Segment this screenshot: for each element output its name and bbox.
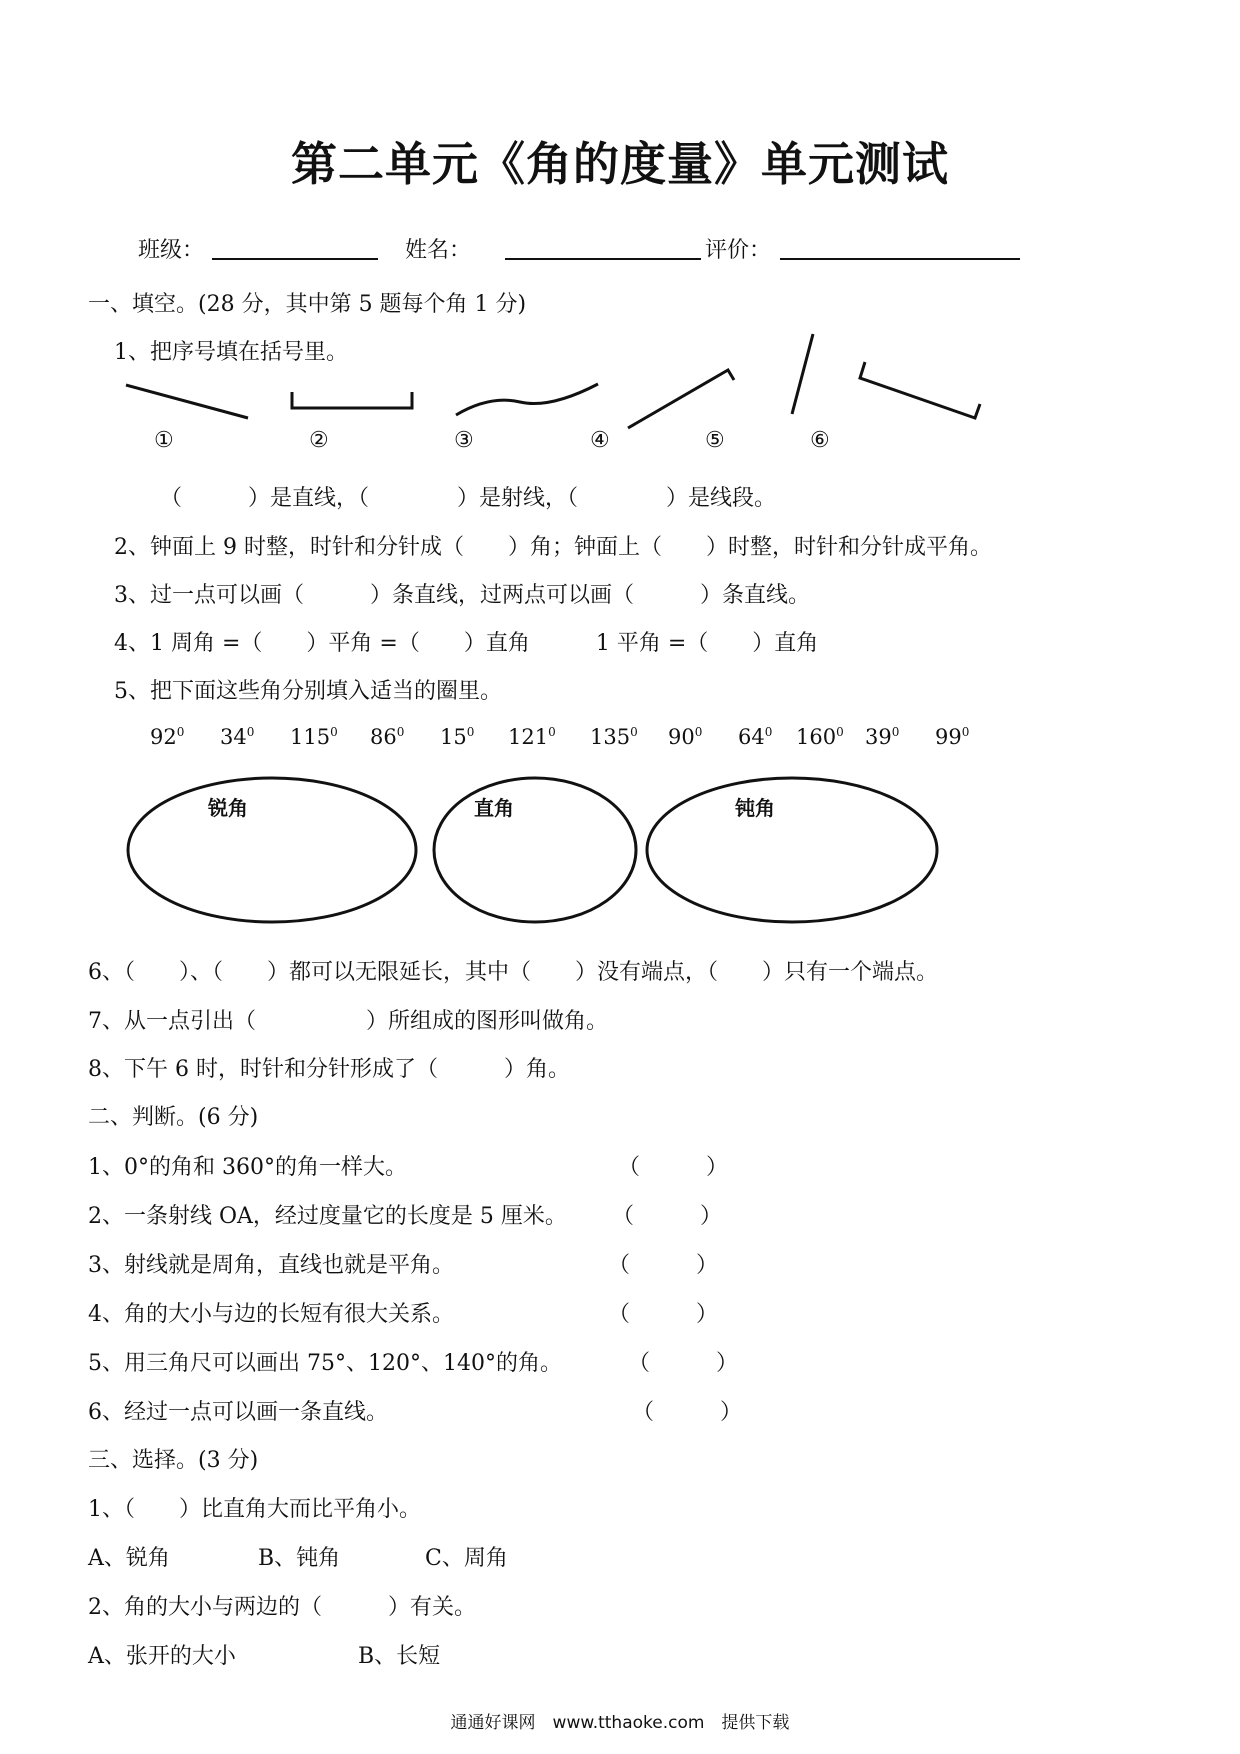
q3: 3、过一点可以画（ ）条直线，过两点可以画（ ）条直线。	[114, 583, 810, 608]
obtuse-oval	[647, 778, 937, 922]
angle-value: $34^0$	[220, 725, 255, 749]
name-label: 姓名：	[405, 238, 472, 263]
lines-figure	[0, 320, 1240, 460]
figure-1-line	[126, 385, 248, 418]
right-oval	[434, 778, 636, 922]
angle-value: $115^0$	[290, 725, 338, 749]
right-label: 直角	[474, 796, 514, 820]
figure-label-1: ①	[154, 428, 174, 453]
q2: 2、钟面上 9 时整，时针和分针成（ ）角；钟面上（ ）时整，时针和分针成平角。	[114, 535, 992, 560]
figure-label-4: ④	[590, 428, 610, 453]
eval-label: 评价：	[705, 238, 772, 263]
figure-5-line	[792, 334, 813, 414]
judge-item-4: 4、角的大小与边的长短有很大关系。	[88, 1302, 454, 1327]
section2-heading: 二、判断。(6 分)	[88, 1105, 259, 1130]
acute-oval	[128, 778, 416, 922]
judge-bracket-5: （ ）	[628, 1351, 739, 1376]
obtuse-label: 钝角	[735, 796, 775, 820]
angle-value: $121^0$	[508, 725, 556, 749]
angle-value: $135^0$	[590, 725, 638, 749]
judge-item-1: 1、0°的角和 360°的角一样大。	[88, 1155, 407, 1180]
class-label: 班级：	[138, 238, 205, 263]
q1-answer-line: （ ）是直线，（ ）是射线，（ ）是线段。	[160, 486, 777, 511]
acute-label: 锐角	[208, 796, 248, 820]
footer-credit: 通通好课网 www.tthaoke.com 提供下载	[450, 1713, 790, 1733]
class-field[interactable]	[212, 258, 378, 260]
figure-label-6: ⑥	[810, 428, 830, 453]
angle-value: $160^0$	[796, 725, 844, 749]
choice-q1-option-b: B、钝角	[258, 1546, 341, 1571]
q6: 6、（ ）、（ ）都可以无限延长，其中（ ）没有端点，（ ）只有一个端点。	[88, 960, 939, 985]
judge-item-6: 6、经过一点可以画一条直线。	[88, 1400, 388, 1425]
choice-q1-option-a: A、锐角	[88, 1546, 170, 1571]
angle-value: $39^0$	[865, 725, 900, 749]
choice-q1: 1、（ ）比直角大而比平角小。	[88, 1497, 421, 1522]
angle-value: $99^0$	[935, 725, 970, 749]
q8: 8、下午 6 时，时针和分针形成了（ ）角。	[88, 1057, 570, 1082]
section1-heading: 一、填空。(28 分，其中第 5 题每个角 1 分)	[88, 292, 527, 317]
figure-2-segment	[292, 392, 412, 408]
name-field[interactable]	[505, 258, 701, 260]
figure-label-5: ⑤	[705, 428, 725, 453]
section3-heading: 三、选择。(3 分)	[88, 1448, 259, 1473]
choice-q1-option-c: C、周角	[425, 1546, 508, 1571]
choice-q2-option-b: B、长短	[358, 1644, 441, 1669]
figure-6-segment	[860, 362, 980, 418]
figure-3-curve	[456, 384, 598, 415]
angle-value: $90^0$	[668, 725, 703, 749]
judge-item-2: 2、一条射线 OA，经过度量它的长度是 5 厘米。	[88, 1204, 567, 1229]
judge-item-3: 3、射线就是周角，直线也就是平角。	[88, 1253, 454, 1278]
judge-bracket-4: （ ）	[608, 1302, 719, 1327]
judge-bracket-6: （ ）	[632, 1400, 743, 1425]
angle-value: $15^0$	[440, 725, 475, 749]
angle-value: $86^0$	[370, 725, 405, 749]
judge-bracket-3: （ ）	[608, 1253, 719, 1278]
q7: 7、从一点引出（ ）所组成的图形叫做角。	[88, 1009, 608, 1034]
classification-ovals	[0, 770, 1240, 930]
judge-bracket-1: （ ）	[618, 1155, 729, 1180]
choice-q2: 2、角的大小与两边的（ ）有关。	[88, 1595, 476, 1620]
judge-bracket-2: （ ）	[612, 1204, 723, 1229]
page-title: 第二单元《角的度量》单元测试	[291, 137, 949, 191]
eval-field[interactable]	[780, 258, 1020, 260]
q4: 4、1 周角 =（ ）平角 =（ ）直角 1 平角 =（ ）直角	[114, 631, 819, 656]
figure-4-ray	[628, 370, 734, 428]
angle-value: $92^0$	[150, 725, 185, 749]
choice-q2-option-a: A、张开的大小	[88, 1644, 236, 1669]
q5-prompt: 5、把下面这些角分别填入适当的圈里。	[114, 679, 502, 704]
figure-label-2: ②	[309, 428, 329, 453]
angle-value: $64^0$	[738, 725, 773, 749]
figure-label-3: ③	[454, 428, 474, 453]
judge-item-5: 5、用三角尺可以画出 75°、120°、140°的角。	[88, 1351, 562, 1376]
q1-prompt: 1、把序号填在括号里。	[114, 340, 348, 365]
